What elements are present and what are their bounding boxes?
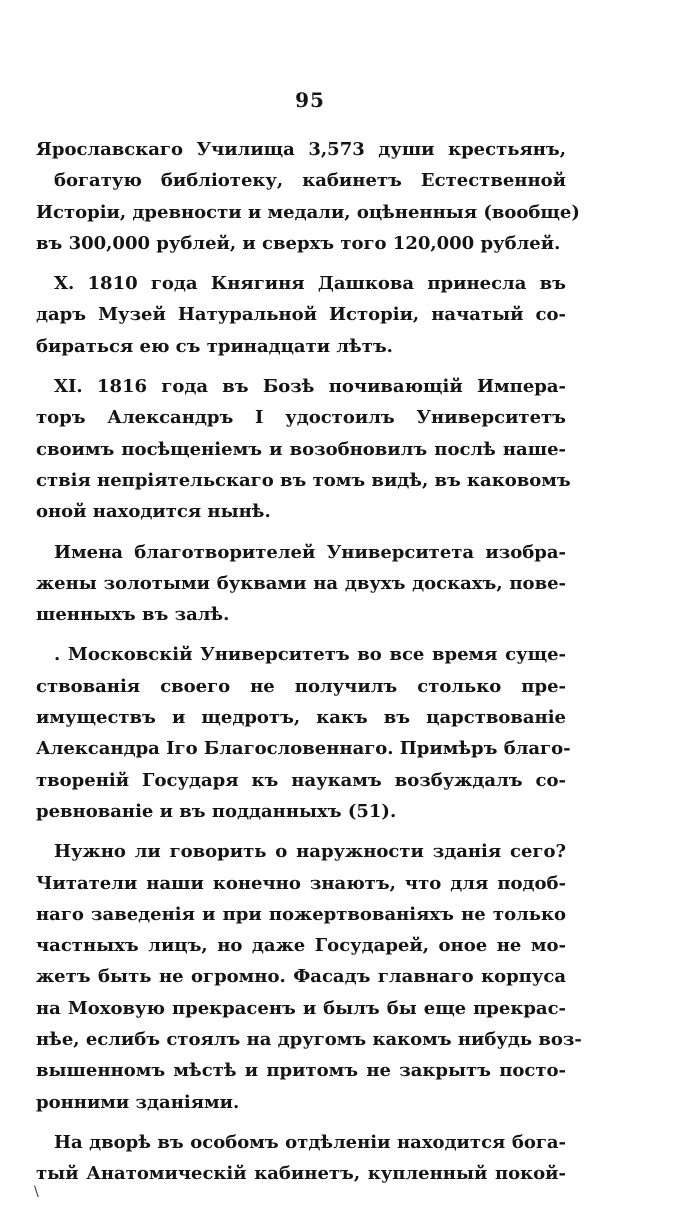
text-line: Александра Iго Благословеннаго. Примѣръ благо- <box>36 738 571 760</box>
text-line: Имена благотворителей Университета изобра- <box>54 541 566 563</box>
text-line: Читатели наши конечно знаютъ, что для подоб- <box>36 872 566 894</box>
text-line: твореній Государя къ наукамъ возбуждалъ со- <box>36 769 566 791</box>
text-line: ствованія своего не получилъ столько пре- <box>36 675 566 697</box>
text-line: X. 1810 года Княгиня Дашкова принесла въ <box>54 273 566 295</box>
text-line: нѣе, еслибъ стоялъ на другомъ какомъ нибудь воз- <box>36 1029 582 1051</box>
text-line: на Моховую прекрасенъ и былъ бы еще прекрас- <box>36 997 566 1019</box>
text-line: На дворѣ въ особомъ отдѣленіи находится бога- <box>54 1131 566 1153</box>
paragraph-3 <box>36 371 571 527</box>
text-line: ронними зданіями. <box>36 1091 240 1113</box>
text-line: бираться ею съ тринадцати лѣтъ. <box>36 335 393 357</box>
text-line: въ 300,000 рублей, и сверхъ того 120,000 рублей. <box>36 232 561 254</box>
text-line: . Московскій Университетъ во все время суще- <box>54 644 566 666</box>
paragraph-6 <box>36 836 582 1118</box>
text-line: своимъ посѣщеніемъ и возобновилъ послѣ наше- <box>36 438 566 460</box>
text-line: шенныхъ въ залѣ. <box>36 604 230 626</box>
paragraph-5 <box>36 639 571 827</box>
body-text <box>36 134 582 1199</box>
text-line: вышенномъ мѣстѣ и притомъ не закрытъ посто- <box>36 1060 566 1082</box>
text-line: наго заведенія и при пожертвованіяхъ не только <box>36 903 566 925</box>
text-line: частныхъ лицъ, но даже Государей, оное не мо- <box>36 935 566 957</box>
text-line: ревнованіе и въ подданныхъ (51). <box>36 800 397 822</box>
page-number: 95 <box>295 88 325 112</box>
text-line: торъ Александръ I удостоилъ Университетъ <box>36 407 566 429</box>
text-line: Ярославскаго Училища 3,573 души крестьянъ, <box>36 139 566 160</box>
margin-mark: \ <box>34 1184 39 1200</box>
text-line: Нужно ли говорить о наружности зданія сего? <box>54 841 566 863</box>
paragraph-7 <box>36 1127 566 1190</box>
paragraph-2 <box>36 268 566 362</box>
text-line: имуществъ и щедротъ, какъ въ царствованіе <box>36 707 566 729</box>
text-line: жены золотыми буквами на двухъ доскахъ, пове- <box>36 572 566 594</box>
text-line: Исторіи, древности и медали, оцѣненныя (вообще) <box>36 201 580 223</box>
text-line: даръ Музей Натуральной Исторіи, начатый со- <box>36 304 566 326</box>
text-line: оной находится нынѣ. <box>36 501 271 523</box>
text-line: ствія непріятельскаго въ томъ видѣ, въ каковомъ <box>36 469 571 491</box>
paragraph-1 <box>36 134 580 259</box>
text-line: XI. 1816 года въ Бозѣ почивающій Импера- <box>54 376 566 398</box>
paragraph-4 <box>36 537 566 631</box>
text-line: жетъ быть не огромно. Фасадъ главнаго корпуса <box>36 966 566 988</box>
text-line: богатую библіотеку, кабинетъ Естественной <box>54 170 566 192</box>
text-line: тый Анатомическій кабинетъ, купленный покой- <box>36 1163 566 1185</box>
